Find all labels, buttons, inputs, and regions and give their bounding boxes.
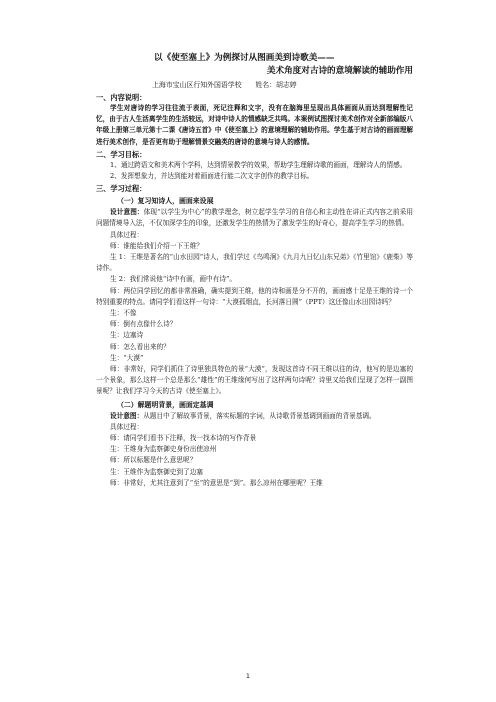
section-heading-goals: 二、学习目标： <box>96 149 147 159</box>
dialogue-line: 生：“大漠” <box>110 353 144 362</box>
title-line-2: 美术角度对古诗的意境解读的辅助作用 <box>266 66 413 76</box>
dialogue-line: 生：边塞诗 <box>110 331 144 340</box>
dialogue-line: 师：非常好，同学们抓住了诗里独具特色的景“大漠”，发现这首诗不同王维以往的诗，他写的是边塞的一个景象，那么这样一个总是那么“雄性”的王维缘何写出了这样两句诗呢？诗里又给我们呈现了怎样一副图景呢？让我们学习今天的古诗《使至塞上》。 <box>96 365 413 396</box>
subsection-heading-review: （一）复习知诗人，画面来设展 <box>117 197 214 206</box>
dialogue-line: 生 2：我们常说他“诗中有画，画中有诗”。 <box>110 275 237 284</box>
document-body <box>96 52 413 489</box>
section-heading-content: 一、内容说明： <box>96 93 147 102</box>
author-line: 上海市宝山区行知外国语学校 姓名：胡志婷 <box>152 81 297 89</box>
dialogue-line: 生：王维身为监察御史身份出使凉州 <box>110 445 217 454</box>
dialogue-line: 师：两位同学回忆的都非常准确，确实提到王维，他的诗和画是分不开的，画面感十足是王维的诗一个特别重要的特点。请同学们看这样一句诗：“大漠孤烟直，长河落日圆”（PPT）这还像山水田园诗吗？ <box>96 286 413 306</box>
design-intent-text: 体现“以学生为中心”的教学理念，树立起学生学习的自信心和主动性在讲正式内容之前采用问题情境导入法，不仅加深学生的印象，还激发学生的热情为了激发学生的好奇心，提高学生学习的热情。 <box>96 208 413 228</box>
section-heading-process: 三、学习过程： <box>96 184 147 194</box>
design-intent <box>96 411 413 422</box>
process-label: 具体过程： <box>110 230 144 239</box>
dialogue-line: 师：所以标题是什么意思呢？ <box>110 456 197 465</box>
dialogue-line: 师：谁能给我们介绍一下王维？ <box>110 241 203 250</box>
process-label: 具体过程： <box>110 422 144 431</box>
design-intent-text: 从题目中了解故事背景，落实标题的字词，从诗歌背景基调到画面的背景基调。 <box>143 411 376 420</box>
dialogue-line: 师：倒有点像什么诗？ <box>110 320 177 329</box>
subsection-heading-background: （二）解题明背景，画面定基调 <box>117 400 214 409</box>
content-description: 学生对唐诗的学习往往流于表面，死记注释和文字，没有在脑海里呈现出具体画面从而达到理解性记忆，由于古人生活离学生的生活较远，对诗中诗人的情感缺乏共鸣。本案例试图探讨美术创作对全新部编版八年级上册第三单元第十二课《唐诗五首》中《使至塞上》的意境理解的辅助作用。学生基于对古诗的画面理解进行美术创作，是否更有助于理解情景交融类的唐诗的意境与诗人的感情。 <box>96 104 413 146</box>
design-intent <box>96 207 413 229</box>
dialogue-line: 师：怎么看出来的？ <box>110 342 170 351</box>
dialogue-line: 生：不像 <box>110 309 137 318</box>
design-intent-label: 设计意图： <box>110 208 144 217</box>
dialogue-line: 生 1：王维是著名的“山水田园”诗人，我们学过《鸟鸣涧》《九月九日忆山东兄弟》《竹里馆》《鹿柴》等诗作。 <box>96 253 413 273</box>
goal-item: 1、通过跨语文和美术两个学科，达到情景教学的效果，帮助学生理解诗歌的画面，理解诗人的情感。 <box>110 160 407 169</box>
title-line-1: 以《使至塞上》为例探讨从图画美到诗歌美—— <box>154 53 335 63</box>
page-number: 1 <box>245 672 251 680</box>
design-intent-label: 设计意图： <box>110 411 144 420</box>
dialogue-line: 师：请同学们看书下注释，找一找本诗的写作背景 <box>110 434 257 443</box>
dialogue-line: 师：非常好，尤其注意到了“至”的意思是“到”。那么凉州在哪里呢？王维 <box>110 478 323 487</box>
goal-item: 2、发挥想象力，并达到能对着画面进行能二次文字创作的教学目标。 <box>110 172 314 181</box>
dialogue-line: 生：王维作为监察御史到了边塞 <box>110 467 203 476</box>
